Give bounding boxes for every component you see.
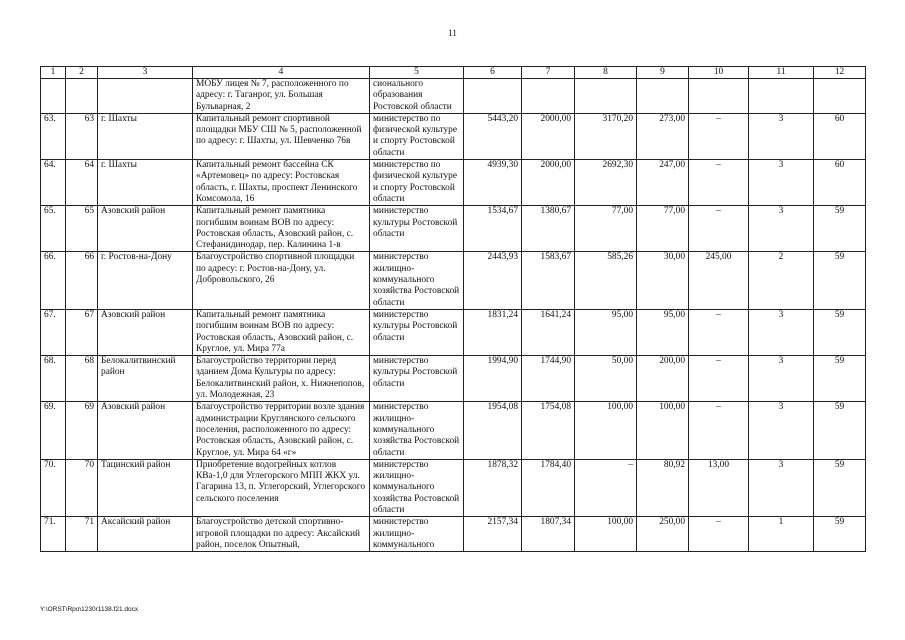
budget-table [40, 66, 866, 552]
row-number-cell: 63 [66, 113, 98, 159]
col11-value-cell: 3 [749, 309, 814, 355]
total-amount-cell: 1831,24 [464, 309, 522, 355]
amount-col9-cell: 30,00 [637, 252, 689, 309]
page-number: 11 [448, 28, 457, 38]
column-header: 2 [66, 67, 98, 79]
project-description-cell: Приобретение водогрейных котлов КВа-1,0 для Углегорского МПП ЖКХ ул. Гагарина 13, п. Углегорский, Углегорского сельского поселения [193, 459, 370, 516]
amount-col8-cell: 100,00 [575, 517, 637, 552]
table-row [41, 206, 866, 252]
amount-col10-cell: 13,00 [689, 459, 749, 516]
column-header: 8 [575, 67, 637, 79]
amount-col9-cell: 200,00 [637, 356, 689, 402]
table-row [41, 356, 866, 402]
table-row [41, 79, 866, 114]
row-index-cell: 68. [41, 356, 66, 402]
amount-col9-cell [637, 79, 689, 114]
amount-col8-cell: 2692,30 [575, 160, 637, 206]
responsible-ministry-cell: сионального образования Ростовской области [370, 79, 464, 114]
col11-value-cell [749, 79, 814, 114]
amount-col8-cell: 77,00 [575, 206, 637, 252]
amount-col10-cell: – [689, 113, 749, 159]
amount-col8-cell [575, 79, 637, 114]
row-number-cell: 64 [66, 160, 98, 206]
col12-value-cell: 59 [814, 459, 866, 516]
column-header: 12 [814, 67, 866, 79]
amount-col9-cell: 273,00 [637, 113, 689, 159]
table-row [41, 517, 866, 552]
total-amount-cell [464, 79, 522, 114]
amount-col7-cell: 1784,40 [522, 459, 575, 516]
amount-col7-cell [522, 79, 575, 114]
table-row [41, 113, 866, 159]
amount-col7-cell: 1380,67 [522, 206, 575, 252]
project-description-cell: Благоустройство территории перед зданием Дома Культуры по адресу: Белокалитвинский район, х. Нижнепопов, ул. Молодежная, 23 [193, 356, 370, 402]
row-index-cell: 66. [41, 252, 66, 309]
col11-value-cell: 3 [749, 356, 814, 402]
column-header: 11 [749, 67, 814, 79]
responsible-ministry-cell: министерство культуры Ростовской области [370, 206, 464, 252]
amount-col10-cell: 245,00 [689, 252, 749, 309]
amount-col8-cell: 100,00 [575, 402, 637, 459]
amount-col7-cell: 1807,34 [522, 517, 575, 552]
amount-col7-cell: 2000,00 [522, 160, 575, 206]
amount-col10-cell: – [689, 160, 749, 206]
responsible-ministry-cell: министерство жилищно-коммунального хозяйства Ростовской области [370, 459, 464, 516]
district-cell: г. Ростов-на-Дону [98, 252, 193, 309]
column-header: 6 [464, 67, 522, 79]
responsible-ministry-cell: министерство культуры Ростовской области [370, 309, 464, 355]
district-cell: г. Шахты [98, 113, 193, 159]
amount-col9-cell: 250,00 [637, 517, 689, 552]
file-path-footer: Y:\ORST\Rpo\1230r1138.f21.docx [40, 606, 139, 613]
col12-value-cell: 60 [814, 113, 866, 159]
col11-value-cell: 3 [749, 113, 814, 159]
row-index-cell: 64. [41, 160, 66, 206]
row-index-cell: 65. [41, 206, 66, 252]
district-cell: Азовский район [98, 309, 193, 355]
amount-col7-cell: 1641,24 [522, 309, 575, 355]
row-number-cell: 65 [66, 206, 98, 252]
col12-value-cell: 59 [814, 309, 866, 355]
col12-value-cell: 59 [814, 517, 866, 552]
district-cell: Тацинский район [98, 459, 193, 516]
col12-value-cell [814, 79, 866, 114]
total-amount-cell: 2157,34 [464, 517, 522, 552]
amount-col8-cell: 95,00 [575, 309, 637, 355]
total-amount-cell: 5443,20 [464, 113, 522, 159]
table-row [41, 459, 866, 516]
column-header: 1 [41, 67, 66, 79]
project-description-cell: Капитальный ремонт бассейна СК «Артемовец» по адресу: Ростовская область, г. Шахты, проспект Ленинского Комсомола, 16 [193, 160, 370, 206]
row-number-cell: 71 [66, 517, 98, 552]
row-number-cell: 70 [66, 459, 98, 516]
amount-col7-cell: 1754,08 [522, 402, 575, 459]
amount-col10-cell: – [689, 309, 749, 355]
total-amount-cell: 1878,32 [464, 459, 522, 516]
amount-col7-cell: 1744,90 [522, 356, 575, 402]
row-index-cell: 67. [41, 309, 66, 355]
col12-value-cell: 60 [814, 160, 866, 206]
row-number-cell [66, 79, 98, 114]
total-amount-cell: 4939,30 [464, 160, 522, 206]
amount-col7-cell: 1583,67 [522, 252, 575, 309]
col11-value-cell: 3 [749, 459, 814, 516]
row-number-cell: 66 [66, 252, 98, 309]
col11-value-cell: 3 [749, 402, 814, 459]
responsible-ministry-cell: министерство культуры Ростовской области [370, 356, 464, 402]
amount-col8-cell: 585,26 [575, 252, 637, 309]
column-number-row [41, 67, 866, 79]
district-cell: Белокалитвинский район [98, 356, 193, 402]
column-header: 9 [637, 67, 689, 79]
row-index-cell [41, 79, 66, 114]
responsible-ministry-cell: министерство по физической культуре и спорту Ростовской области [370, 113, 464, 159]
row-index-cell: 71. [41, 517, 66, 552]
col12-value-cell: 59 [814, 402, 866, 459]
amount-col9-cell: 77,00 [637, 206, 689, 252]
amount-col10-cell: – [689, 356, 749, 402]
col11-value-cell: 1 [749, 517, 814, 552]
col12-value-cell: 59 [814, 252, 866, 309]
district-cell [98, 79, 193, 114]
project-description-cell: Благоустройство территории возле здания администрации Круглянского сельского поселения, расположенного по адресу: Ростовская область, Азовский район, с. Круглое, ул. Мира 64 «г» [193, 402, 370, 459]
responsible-ministry-cell: министерство жилищно-коммунального хозяйства Ростовской области [370, 252, 464, 309]
column-header: 7 [522, 67, 575, 79]
responsible-ministry-cell: министерство по физической культуре и спорту Ростовской области [370, 160, 464, 206]
amount-col9-cell: 80,92 [637, 459, 689, 516]
responsible-ministry-cell: министерство жилищно-коммунального хозяйства Ростовской области [370, 402, 464, 459]
amount-col9-cell: 247,00 [637, 160, 689, 206]
row-index-cell: 69. [41, 402, 66, 459]
amount-col8-cell: – [575, 459, 637, 516]
total-amount-cell: 1534,67 [464, 206, 522, 252]
project-description-cell: МОБУ лицея № 7, расположенного по адресу: г. Таганрог, ул. Большая Бульварная, 2 [193, 79, 370, 114]
row-number-cell: 69 [66, 402, 98, 459]
col11-value-cell: 3 [749, 160, 814, 206]
col11-value-cell: 3 [749, 206, 814, 252]
col11-value-cell: 2 [749, 252, 814, 309]
district-cell: Азовский район [98, 402, 193, 459]
row-index-cell: 70. [41, 459, 66, 516]
col12-value-cell: 59 [814, 206, 866, 252]
project-description-cell: Благоустройство спортивной площадки по адресу: г. Ростов-на-Дону, ул. Добровольского, 26 [193, 252, 370, 309]
column-header: 4 [193, 67, 370, 79]
amount-col10-cell: – [689, 206, 749, 252]
amount-col7-cell: 2000,00 [522, 113, 575, 159]
amount-col9-cell: 100,00 [637, 402, 689, 459]
project-description-cell: Благоустройство детской спортивно-игровой площадки по адресу: Аксайский район, поселок Опытный, [193, 517, 370, 552]
table-row [41, 402, 866, 459]
project-description-cell: Капитальный ремонт памятника погибшим воинам ВОВ по адресу: Ростовская область, Азовский район, с. Стефанидинодар, пер. Калинина 1-в [193, 206, 370, 252]
total-amount-cell: 1954,08 [464, 402, 522, 459]
col12-value-cell: 59 [814, 356, 866, 402]
amount-col10-cell [689, 79, 749, 114]
table-row [41, 309, 866, 355]
row-index-cell: 63. [41, 113, 66, 159]
table-row [41, 160, 866, 206]
column-header: 5 [370, 67, 464, 79]
project-description-cell: Капитальный ремонт памятника погибшим воинам ВОВ по адресу: Ростовская область, Азовский район, с. Круглое, ул. Мира 77а [193, 309, 370, 355]
amount-col10-cell: – [689, 517, 749, 552]
amount-col8-cell: 3170,20 [575, 113, 637, 159]
district-cell: г. Шахты [98, 160, 193, 206]
column-header: 3 [98, 67, 193, 79]
district-cell: Аксайский район [98, 517, 193, 552]
table-row [41, 252, 866, 309]
row-number-cell: 68 [66, 356, 98, 402]
total-amount-cell: 2443,93 [464, 252, 522, 309]
row-number-cell: 67 [66, 309, 98, 355]
amount-col8-cell: 50,00 [575, 356, 637, 402]
amount-col9-cell: 95,00 [637, 309, 689, 355]
amount-col10-cell: – [689, 402, 749, 459]
project-description-cell: Капитальный ремонт спортивной площадки МБУ СШ № 5, расположенной по адресу: г. Шахты, ул. Шевченко 76в [193, 113, 370, 159]
total-amount-cell: 1994,90 [464, 356, 522, 402]
responsible-ministry-cell: министерство жилищно-коммунального [370, 517, 464, 552]
district-cell: Азовский район [98, 206, 193, 252]
column-header: 10 [689, 67, 749, 79]
